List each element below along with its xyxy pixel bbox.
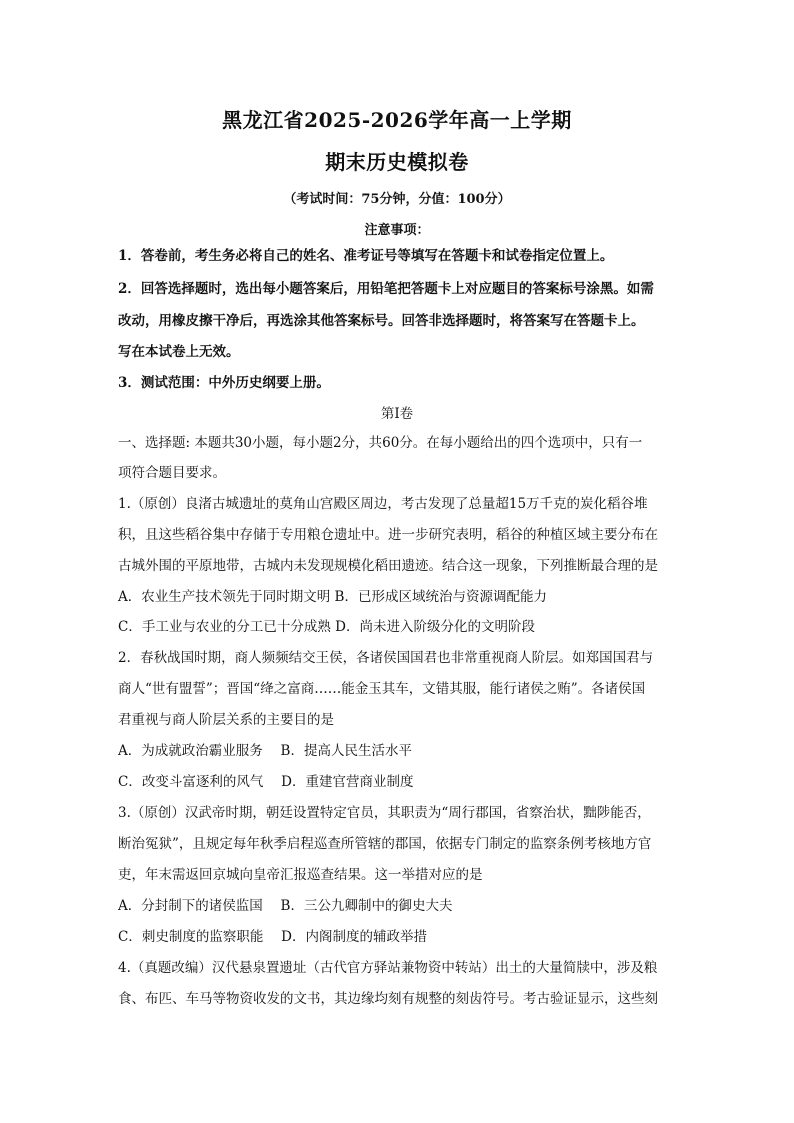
question-1-options-cd: C．手工业与农业的分工已十分成熟 D．尚未进入阶级分化的文明阶段 [118, 619, 535, 635]
question-1-stem-3: 古城外围的平原地带，古城内未发现规模化稻田遗迹。结合这一现象，下列推断最合理的是 [118, 558, 658, 574]
question-2-stem-3: 君重视与商人阶层关系的主要目的是 [118, 712, 334, 728]
section-intro: 一、选择题: 本题共30小题，每小题2分，共60分。在每小题给出的四个选项中，只有一 [118, 435, 643, 451]
question-4-stem-2: 食、布匹、车马等物资收发的文书，其边缘均刻有规整的刻齿符号。考古验证显示，这些刻 [118, 991, 658, 1007]
question-4-stem: 4.（真题改编）汉代悬泉置遗址（古代官方驿站兼物资中转站）出土的大量简牍中，涉及粮 [118, 960, 658, 976]
notice-item-3: 3．测试范围：中外历史纲要上册。 [118, 375, 330, 391]
question-1-stem-2: 积，且这些稻谷集中存储于专用粮仓遗址中。进一步研究表明，稻谷的种植区域主要分布在 [118, 527, 658, 543]
notice-item-2: 2．回答选择题时，选出每小题答案后，用铅笔把答题卡上对应题目的答案标号涂黑。如需 [118, 281, 654, 297]
question-3-options-ab: A．分封制下的诸侯监国 B．三公九卿制中的御史大夫 [118, 898, 453, 914]
question-2-stem: 2．春秋战国时期，商人频频结交王侯，各诸侯国国君也非常重视商人阶层。如郑国国君与 [118, 650, 654, 666]
question-2-options-cd: C．改变斗富逐利的风气 D．重建官营商业制度 [118, 774, 414, 790]
question-2-stem-2: 商人“世有盟誓”；晋国“绛之富商……能金玉其车，文错其服，能行诸侯之贿”。各诸侯国 [118, 681, 646, 697]
notice-title: 注意事项： [364, 223, 430, 238]
question-1-options-ab: A．农业生产技术领先于同时期文明 B．已形成区域统治与资源调配能力 [118, 589, 547, 605]
notice-item-1: 1．答卷前，考生务必将自己的姓名、准考证号等填写在答题卡和试卷指定位置上。 [118, 248, 614, 264]
volume-heading: 第Ⅰ卷 [380, 406, 414, 422]
section-intro-cont: 项符合题目要求。 [118, 465, 226, 481]
exam-info: （考试时间：75分钟，分值：100分） [283, 192, 511, 207]
exam-title-line1: 黑龙江省2025-2026学年高一上学期 [222, 108, 572, 132]
notice-item-2-cont: 改动，用橡皮擦干净后，再选涂其他答案标号。回答非选择题时，将答案写在答题卡上。 [118, 313, 645, 329]
notice-item-2-end: 写在本试卷上无效。 [118, 344, 240, 360]
question-3-options-cd: C．刺史制度的监察职能 D．内阁制度的辅政举措 [118, 929, 427, 945]
question-3-stem: 3.（原创）汉武帝时期，朝廷设置特定官员，其职责为“周行郡国，省察治状，黜陟能否， [118, 805, 651, 821]
question-3-stem-3: 吏，年末需返回京城向皇帝汇报巡查结果。这一举措对应的是 [118, 867, 483, 883]
question-2-options-ab: A．为成就政治霸业服务 B．提高人民生活水平 [118, 743, 412, 759]
question-1-stem: 1.（原创）良渚古城遗址的莫角山宫殿区周边，考古发现了总量超15万千克的炭化稻谷堆 [118, 496, 648, 512]
exam-title-line2: 期末历史模拟卷 [325, 150, 469, 174]
question-3-stem-2: 断治冤狱”，且规定每年秋季启程巡查所管辖的郡国，依据专门制定的监察条例考核地方官 [118, 836, 652, 852]
